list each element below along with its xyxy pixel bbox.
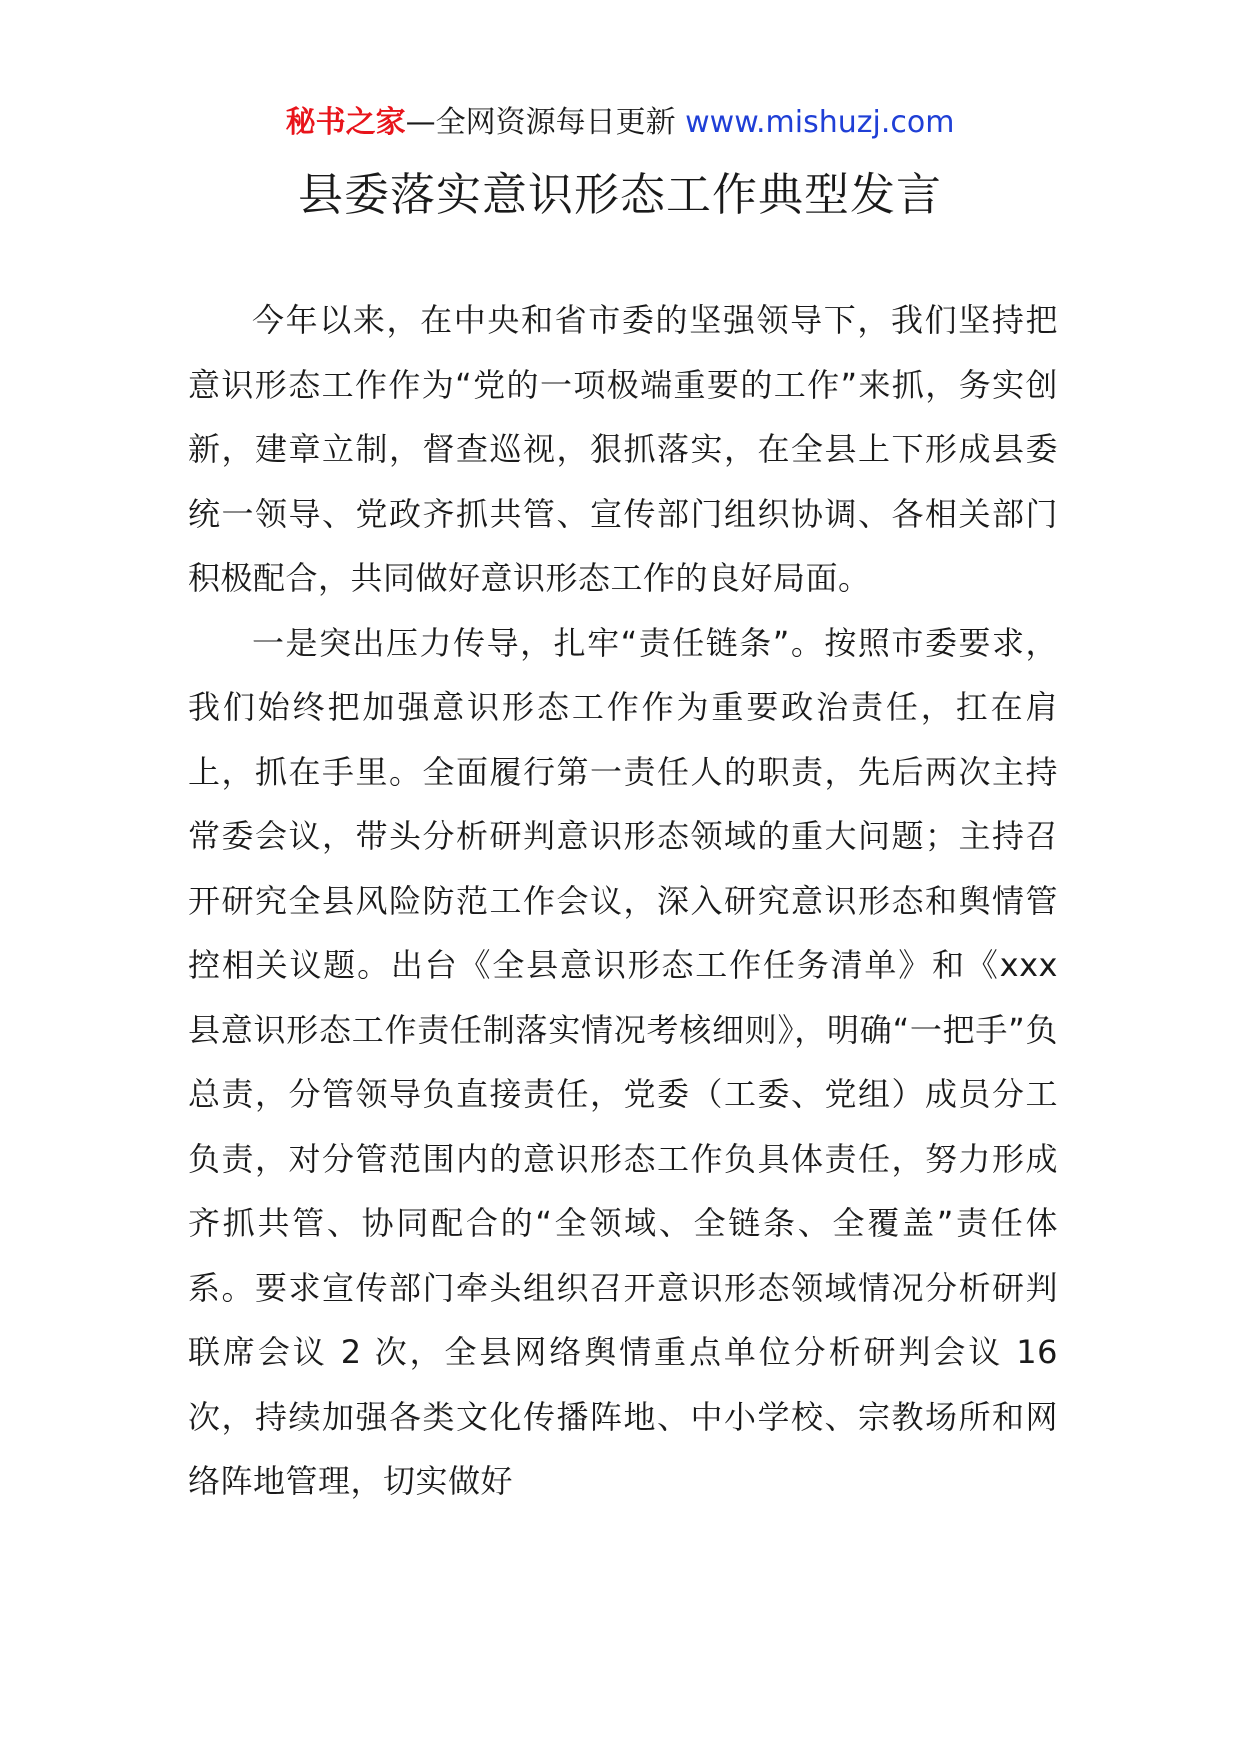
document-title: 县委落实意识形态工作典型发言 [297, 168, 942, 221]
document-body [188, 288, 1058, 1514]
paragraph-intro: 今年以来，在中央和省市委的坚强领导下，我们坚持把意识形态工作作为“党的一项极端重要的工作”来抓，务实创新，建章立制，督查巡视，狠抓落实，在全县上下形成县委统一领导、党政齐抓共管、宣传部门组织协调、各相关部门积极配合，共同做好意识形态工作的良好局面。 [188, 301, 1058, 597]
site-brand: 秘书之家 [285, 105, 406, 140]
site-url-link[interactable]: www.mishuzj.com [685, 105, 955, 140]
paragraph-point-one: 一是突出压力传导，扎牢“责任链条”。按照市委要求，我们始终把加强意识形态工作作为重要政治责任，扛在肩上，抓在手里。全面履行第一责任人的职责，先后两次主持常委会议，带头分析研判意识形态领域的重大问题；主持召开研究全县风险防范工作会议，深入研究意识形态和舆情管控相关议题。出台《全县意识形态工作任务清单》和《xxx 县意识形态工作责任制落实情况考核细则》，明确“一把手”负总责，分管领导负直接责任，党委（工委、党组）成员分工负责，对分管范围内的意识形态工作负具体责任，努力形成齐抓共管、协同配合的“全领域、全链条、全覆盖”责任体系。要求宣传部门牵头组织召开意识形态领域情况分析研判联席会议 2 次，全县网络舆情重点单位分析研判会议 16 次，持续加强各类文化传播阵地、中小学校、宗教场所和网络阵地管理，切实做好 [188, 623, 1058, 1500]
site-tagline: —全网资源每日更新 [405, 105, 676, 140]
site-header [0, 98, 1240, 148]
